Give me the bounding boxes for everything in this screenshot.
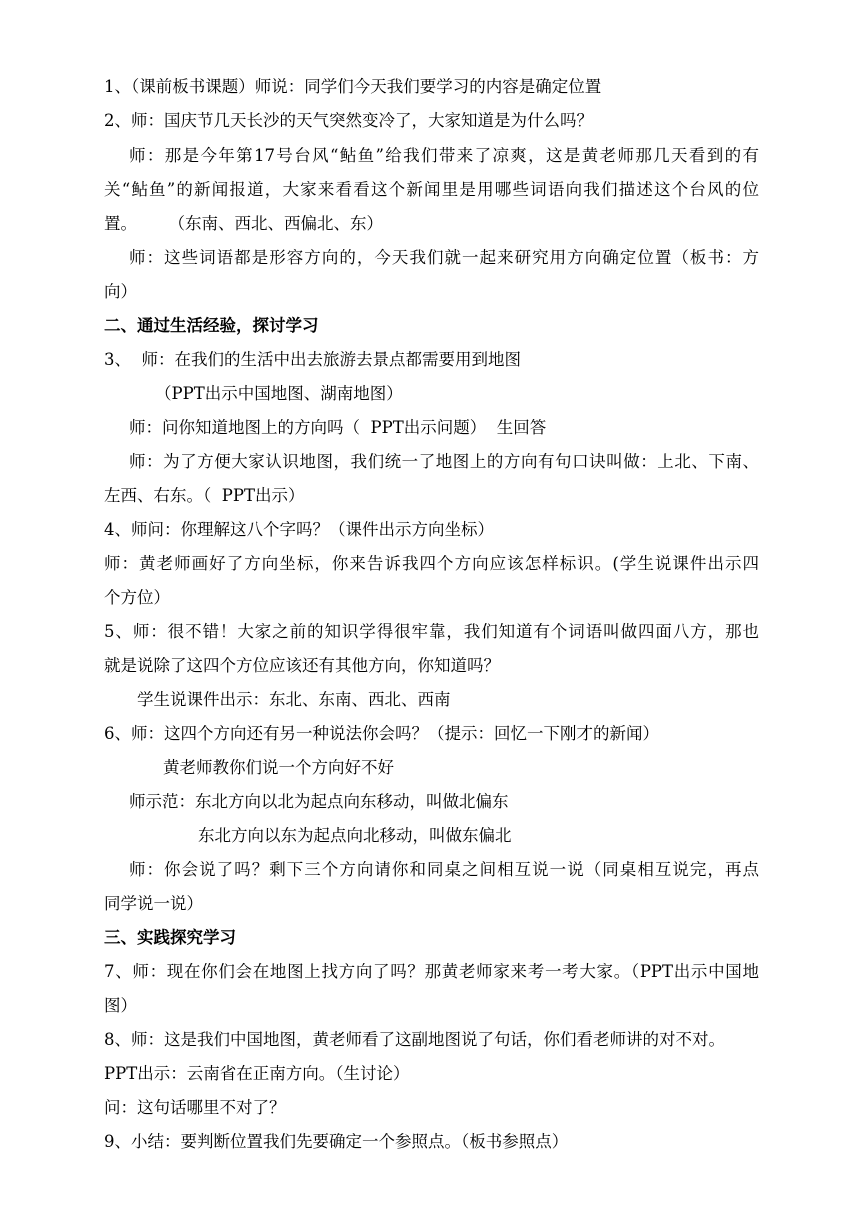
text-line: 2、师：国庆节几天长沙的天气突然变冷了，大家知道是为什么吗？ — [104, 111, 593, 130]
text-line: 8、师：这是我们中国地图，黄老师看了这副地图说了句话，你们看老师讲的对不对。 — [104, 1030, 725, 1049]
text-line: 师：问你知道地图上的方向吗（ PPT出示问题） 生回答 — [129, 418, 547, 437]
text-line: 置。 （东南、西北、西偏北、东） — [104, 214, 383, 233]
text-line: 5、师：很不错！大家之前的知识学得很牢靠，我们知道有个词语叫做四面八方，那也 — [104, 622, 759, 641]
text-line: 问：这句话哪里不对了？ — [104, 1098, 286, 1117]
text-line: 6、师：这四个方向还有另一种说法你会吗？（提示：回忆一下刚才的新闻） — [104, 724, 659, 743]
text-line: 向） — [104, 282, 137, 301]
section-heading: 三、实践探究学习 — [104, 928, 236, 947]
text-line: （PPT出示中国地图、湖南地图） — [155, 384, 403, 403]
text-line: 1、（课前板书课题）师说：同学们今天我们要学习的内容是确定位置 — [104, 77, 602, 96]
text-line: 9、小结：要判断位置我们先要确定一个参照点。（板书参照点） — [104, 1132, 569, 1151]
text-line: 师：这些词语都是形容方向的，今天我们就一起来研究用方向确定位置（板书：方 — [129, 248, 759, 267]
text-line: 图） — [104, 996, 137, 1015]
text-line: PPT出示：云南省在正南方向。（生讨论） — [104, 1064, 410, 1083]
text-line: 东北方向以东为起点向北移动，叫做东偏北 — [198, 826, 512, 845]
text-line: 师：你会说了吗？剩下三个方向请你和同桌之间相互说一说（同桌相互说完，再点 — [129, 860, 759, 879]
text-line: 4、师问：你理解这八个字吗？（课件出示方向坐标） — [104, 520, 494, 539]
text-line: 师：黄老师画好了方向坐标，你来告诉我四个方向应该怎样标识。(学生说课件出示四 — [104, 554, 759, 573]
text-line: 师：为了方便大家认识地图，我们统一了地图上的方向有句口诀叫做：上北、下南、 — [129, 452, 759, 471]
section-heading: 二、通过生活经验，探讨学习 — [104, 316, 319, 335]
text-line: 7、师：现在你们会在地图上找方向了吗？那黄老师家来考一考大家。（PPT出示中国地 — [104, 962, 759, 981]
text-line: 关“鲇鱼”的新闻报道，大家来看看这个新闻里是用哪些词语向我们描述这个台风的位 — [104, 180, 759, 199]
text-line: 个方位） — [104, 588, 170, 607]
text-line: 就是说除了这四个方位应该还有其他方向，你知道吗？ — [104, 656, 500, 675]
text-line: 3、 师：在我们的生活中出去旅游去景点都需要用到地图 — [104, 350, 521, 369]
text-line: 师：那是今年第17号台风“鲇鱼”给我们带来了凉爽，这是黄老师那几天看到的有 — [129, 146, 759, 165]
text-line: 师示范：东北方向以北为起点向东移动，叫做北偏东 — [129, 792, 509, 811]
text-line: 左西、右东。（ PPT出示） — [104, 486, 305, 505]
text-line: 学生说课件出示：东北、东南、西北、西南 — [137, 690, 451, 709]
text-line: 同学说一说） — [104, 894, 203, 913]
text-line: 黄老师教你们说一个方向好不好 — [163, 758, 394, 777]
